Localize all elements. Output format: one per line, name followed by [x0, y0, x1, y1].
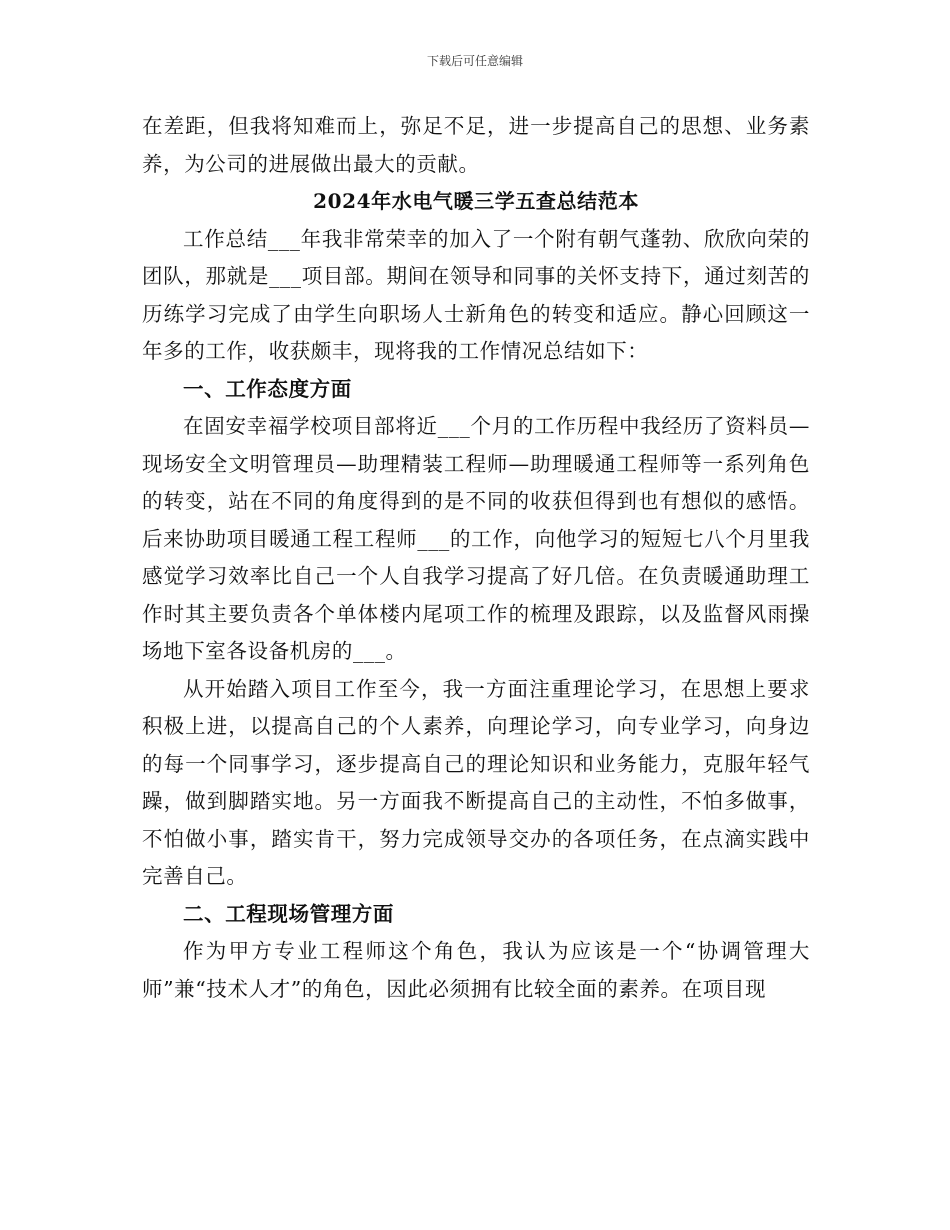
document-body	[142, 108, 810, 1008]
paragraph-3: 从开始踏入项目工作至今，我一方面注重理论学习，在思想上要求积极上进，以提高自己的个人素养，向理论学习，向专业学习，向身边的每一个同事学习，逐步提高自己的理论知识和业务能力，克服年轻气躁，做到脚踏实地。另一方面我不断提高自己的主动性，不怕多做事，不怕做小事，踏实肯干，努力完成领导交办的各项任务，在点滴实践中完善自己。	[142, 676, 810, 888]
header-note: 下载后可任意编辑	[426, 54, 523, 68]
section-heading-2: 二、工程现场管理方面	[183, 901, 394, 926]
paragraph-2: 在固安幸福学校项目部将近___个月的工作历程中我经历了资料员—现场安全文明管理员—助理精装工程师—助理暖通工程师等一系列角色的转变，站在不同的角度得到的是不同的收获但得到也有想似的感悟。后来协助项目暖通工程工程师___的工作，向他学习的短短七八个月里我感觉学习效率比自己一个人自我学习提高了好几倍。在负责暖通助理工作时其主要负责各个单体楼内尾项工作的梳理及跟踪，以及监督风雨操场地下室各设备机房的___。	[142, 414, 810, 663]
paragraph-4: 作为甲方专业工程师这个角色，我认为应该是一个“协调管理大师”兼“技术人才”的角色，因此必须拥有比较全面的素养。在项目现	[142, 939, 810, 1001]
intro-paragraph: 在差距，但我将知难而上，弥足不足，进一步提高自己的思想、业务素养，为公司的进展做出最大的贡献。	[142, 114, 810, 176]
paragraph-1: 工作总结___年我非常荣幸的加入了一个附有朝气蓬勃、欣欣向荣的团队，那就是___项目部。期间在领导和同事的关怀支持下，通过刻苦的历练学习完成了由学生向职场人士新角色的转变和适应。静心回顾这一年多的工作，收获颇丰，现将我的工作情况总结如下：	[142, 226, 810, 363]
section-heading-1: 一、工作态度方面	[183, 376, 352, 401]
document-title: 2024年水电气暖三学五查总结范本	[313, 189, 639, 213]
